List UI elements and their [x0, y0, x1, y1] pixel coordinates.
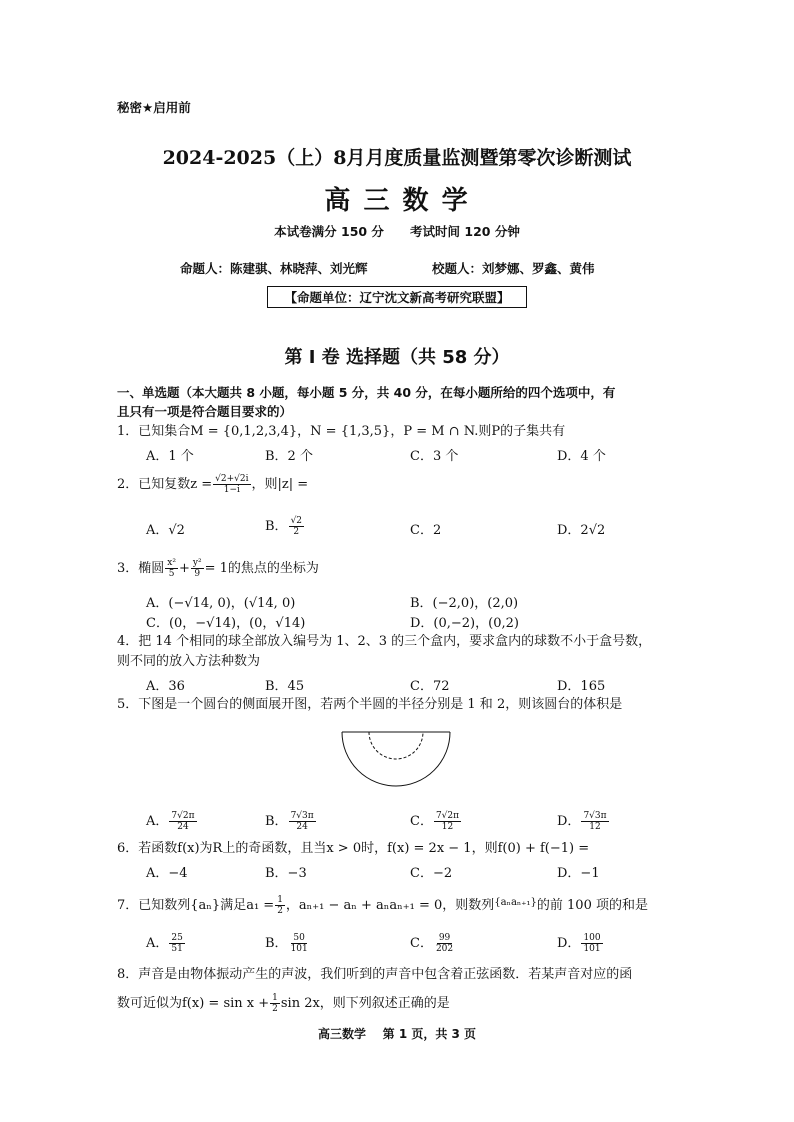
- q7-option-c-frac: [434, 933, 455, 954]
- q5-option-d: [557, 810, 610, 832]
- q7-a1-frac: [275, 895, 285, 916]
- q2-stem-pre: 2．已知复数z =: [117, 477, 213, 492]
- q7-option-a-label: A．: [146, 936, 169, 951]
- q2-option-c: C．2: [410, 523, 442, 538]
- q5-option-b-label: B．: [265, 814, 288, 829]
- q7-option-c-num: 99: [438, 933, 451, 943]
- q2-fraction: [213, 474, 250, 495]
- subject-title: 高 三 数 学: [324, 186, 470, 216]
- q5-option-b: [265, 810, 317, 832]
- q5-option-a-den: 24: [177, 822, 189, 832]
- q2-frac-num: √2+√2i: [215, 474, 249, 484]
- q3-plus: +: [178, 561, 190, 576]
- q7-option-b-label: B．: [265, 936, 288, 951]
- q7-option-d-label: D．: [557, 936, 581, 951]
- q2-option-b-label: B．: [265, 519, 288, 534]
- q3-stem: [117, 558, 319, 579]
- q4-option-b: B．45: [265, 679, 305, 694]
- reviewers: 校题人：刘梦娜、罗鑫、黄伟: [432, 261, 595, 276]
- q5-option-c: [410, 810, 462, 832]
- q6-option-c: C．−2: [410, 866, 453, 881]
- q5-option-d-label: D．: [557, 814, 581, 829]
- q4-stem-line2: 则不同的放入方法种数为: [117, 654, 261, 669]
- q7-a1-num: 1: [277, 895, 283, 905]
- q5-option-a: [146, 810, 198, 832]
- q5-option-d-num: 7√3π: [583, 811, 607, 821]
- q1-option-d: D．4 个: [557, 449, 606, 464]
- q3-option-d: D．(0,−2)，(0,2): [410, 616, 519, 631]
- q7-option-d: [557, 932, 604, 954]
- q7-option-c: [410, 932, 456, 954]
- q3-frac-y-den: 9: [194, 569, 201, 579]
- q3-option-c: C．(0，−√14)，(0，√14): [146, 616, 306, 631]
- q5-option-c-den: 12: [441, 822, 454, 832]
- q7-stem-mid: ，aₙ₊₁ − aₙ + aₙaₙ₊₁ = 0，则数列: [285, 898, 495, 913]
- q4-option-a: A．36: [146, 679, 185, 694]
- q3-stem-post: = 1的焦点的坐标为: [204, 561, 319, 576]
- q2-option-a: A．√2: [146, 523, 185, 538]
- q7-option-a-num: 25: [171, 933, 183, 943]
- q8-stem-line2-pre: 数可近似为f(x) = sin x +: [117, 996, 270, 1011]
- q7-option-d-num: 100: [583, 933, 601, 943]
- q5-option-a-num: 7√2π: [171, 811, 195, 821]
- q6-option-b: B．−3: [265, 866, 307, 881]
- q5-stem: 5．下图是一个圆台的侧面展开图，若两个半圆的半径分别是 1 和 2，则该圆台的体积是: [117, 697, 623, 712]
- q5-option-b-num: 7√3π: [290, 811, 314, 821]
- inner-semicircle: [369, 732, 423, 759]
- q3-frac-x-num: x²: [167, 558, 176, 568]
- q3-option-b: B．(−2,0)，(2,0): [410, 596, 519, 611]
- q2-stem: [117, 474, 308, 495]
- q5-option-a-label: A．: [146, 814, 169, 829]
- q7-option-b: [265, 932, 311, 954]
- q2-option-b-num: √2: [290, 516, 303, 526]
- q8-stem-line2-post: sin 2x，则下列叙述正确的是: [280, 996, 450, 1011]
- q8-half-num: 1: [272, 993, 278, 1003]
- q8-stem-line2: [117, 993, 450, 1014]
- part-heading-1: 一、单选题（本大题共 8 小题，每小题 5 分，共 40 分，在每小题所给的四个选项中，有: [117, 385, 616, 400]
- q4-stem-line1: 4．把 14 个相同的球全部放入编号为 1、2、3 的三个盒内，要求盒内的球数不小于盒号数，: [117, 634, 652, 649]
- q2-option-b-frac: [289, 516, 304, 537]
- q4-option-d: D．165: [557, 679, 606, 694]
- q7-stem-post: 的前 100 项的和是: [536, 898, 648, 913]
- q5-option-b-frac: [289, 811, 316, 832]
- q2-option-b-den: 2: [293, 527, 300, 537]
- q2-option-d: D．2√2: [557, 523, 606, 538]
- authors: 命题人：陈建骐、林晓萍、刘光辉: [180, 261, 368, 276]
- q7-option-d-frac: [581, 933, 602, 954]
- q8-stem-line1: 8．声音是由物体振动产生的声波，我们听到的声音中包含着正弦函数．若某声音对应的函: [117, 967, 633, 982]
- unit-box: 【命题单位：辽宁沈文新高考研究联盟】: [267, 286, 527, 308]
- q1-option-a: A．1 个: [146, 449, 194, 464]
- q1-stem: 1．已知集合M = {0,1,2,3,4}，N = {1,3,5}，P = M ∩ N.则P的子集共有: [117, 424, 566, 439]
- q7-option-c-den: 202: [435, 944, 454, 954]
- q5-option-d-den: 12: [589, 822, 601, 832]
- q5-option-c-num: 7√2π: [435, 811, 460, 821]
- q3-frac-y-num: y²: [192, 558, 202, 568]
- part-heading-2: 且只有一项是符合题目要求的）: [117, 404, 293, 419]
- q7-option-d-den: 101: [583, 944, 601, 954]
- secret-label: 秘密★启用前: [117, 100, 191, 115]
- section-title: 第 I 卷 选择题（共 58 分）: [284, 347, 510, 368]
- q2-frac-den: 1−i: [223, 485, 240, 495]
- q6-option-d: D．−1: [557, 866, 600, 881]
- q3-frac-x-den: 5: [168, 569, 175, 579]
- q2-stem-post: ，则|z| =: [251, 477, 309, 492]
- q3-frac-y: [191, 558, 204, 579]
- q3-option-a: A．(−√14, 0)，(√14, 0): [146, 596, 296, 611]
- score-time: 本试卷满分 150 分 考试时间 120 分钟: [274, 224, 520, 239]
- q8-half-den: 2: [272, 1004, 278, 1014]
- q5-option-a-frac: [169, 811, 196, 832]
- q5-option-d-frac: [581, 811, 608, 832]
- q4-option-c: C．72: [410, 679, 450, 694]
- q7-option-b-num: 50: [293, 933, 305, 943]
- q2-option-b: [265, 515, 305, 537]
- page-footer: 高三数学 第 1 页，共 3 页: [317, 1027, 477, 1041]
- q5-option-c-label: C．: [410, 814, 433, 829]
- q5-option-b-den: 24: [296, 822, 308, 832]
- q7-stem: [117, 894, 648, 916]
- q1-option-c: C．3 个: [410, 449, 459, 464]
- q7-option-a: [146, 932, 186, 954]
- q7-a1-den: 2: [277, 906, 283, 916]
- q5-option-c-frac: [434, 811, 461, 832]
- q7-option-b-frac: [289, 933, 310, 954]
- q8-half-frac: [270, 993, 280, 1014]
- q3-frac-x: [165, 558, 178, 579]
- q7-stem-pre: 7．已知数列{aₙ}满足a₁ =: [117, 898, 275, 913]
- q7-sequence: {aₙaₙ₊₁}: [494, 897, 537, 908]
- q7-option-c-label: C．: [410, 936, 433, 951]
- exam-title: 2024-2025（上）8月月度质量监测暨第零次诊断测试: [162, 147, 632, 169]
- q7-option-a-frac: [169, 933, 184, 954]
- q6-stem: 6．若函数f(x)为R上的奇函数，且当x > 0时，f(x) = 2x − 1，则f(0) + f(−1) =: [117, 841, 590, 856]
- q3-stem-pre: 3．椭圆: [117, 561, 165, 576]
- q7-option-b-den: 101: [290, 944, 308, 954]
- q7-option-a-den: 51: [171, 944, 183, 954]
- q6-option-a: A．−4: [146, 866, 188, 881]
- annulus-figure: [340, 728, 452, 788]
- q1-option-b: B．2 个: [265, 449, 313, 464]
